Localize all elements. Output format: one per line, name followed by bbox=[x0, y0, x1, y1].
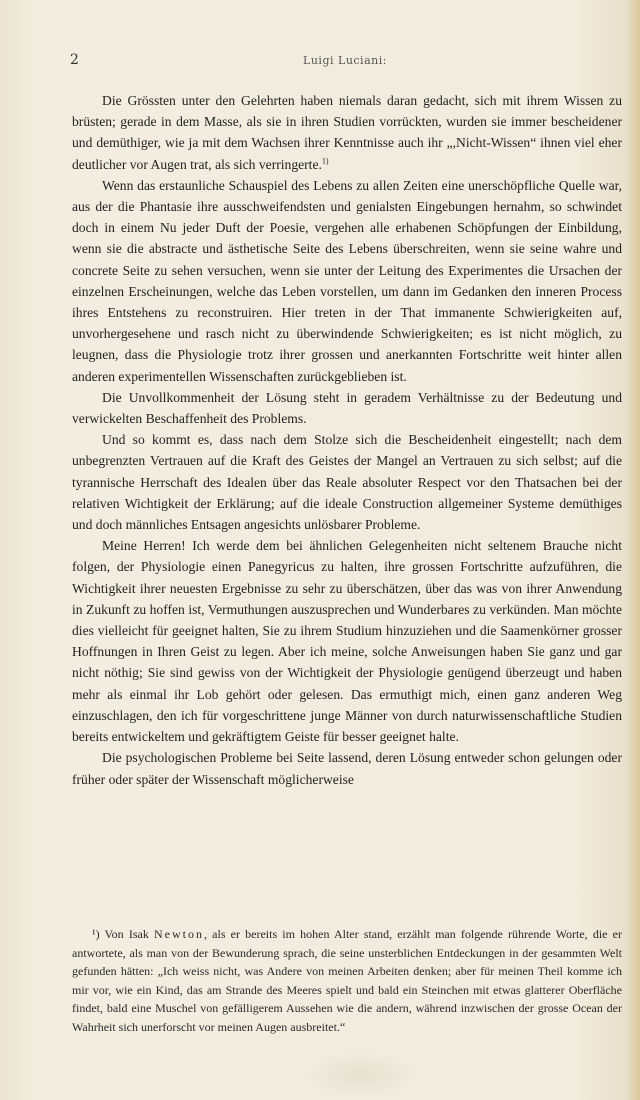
footnote bbox=[72, 925, 622, 1036]
footnote-paragraph: ¹) Von Isak Newton, als er bereits im hohen Alter stand, erzählt man folgende rührende Worte, die er antwortete, als man von der Bewunderung sprach, die seine unsterblichen Entdeckungen in der gesammten Welt gefunden hätten: „Ich weiss nicht, was Andere von meinen Arbeiten denken; aber für meinen Theil komme ich mir vor, wie ein Kind, das am Strande des Meeres spielt und bald ein Steinchen mit etwas glatterer Oberfläche findet, bald eine Muschel von gefälligerem Aussehen wie die andern, während inzwischen der grosse Ocean der Wahrheit sich unerforscht vor meinen Augen ausbreitet.“ bbox=[72, 927, 622, 1034]
paper-smudge bbox=[300, 1050, 420, 1100]
paragraph: Und so kommt es, dass nach dem Stolze sich die Bescheidenheit eingestellt; nach dem unbegrenzten Vertrauen auf die Kraft des Geistes der Mangel an Vertrauen zu sich selbst; auf die tyrannische Herrschaft des Idealen über das Reale absoluter Respect vor den Thatsachen bei der relativen Wichtigkeit der Erklärung; auf die ideale Construction allgemeiner Systeme demüthiges und doch männliches Entsagen angesichts unlösbarer Probleme. bbox=[72, 432, 622, 533]
paragraph: Die psychologischen Probleme bei Seite lassend, deren Lösung entweder schon gelungen oder früher oder später der Wissenschaft möglicherweise bbox=[72, 750, 622, 787]
page-number: 2 bbox=[70, 52, 79, 68]
paragraph: Meine Herren! Ich werde dem bei ähnlichen Gelegenheiten nicht seltenem Brauche nicht folgen, der Physiologie einen Panegyricus zu halten, ihre grossen Fortschritte aufzuführen, die Wichtigkeit ihrer neuesten Ergebnisse zu sehr zu überschätzen, über das was von ihrer Anwendung in Zukunft zu hoffen ist, Vermuthungen auszusprechen und Wunderbares zu verkünden. Man möchte dies vielleicht für geeignet halten, Sie zu ihrem Studium hinzuziehen und die Saamenkörner grosser Hoffnungen in Ihren Geist zu legen. Aber ich meine, solche Anweisungen haben Sie ganz und gar nicht nöthig; Sie sind gewiss von der Wichtigkeit der Physiologie genügend überzeugt und haben mehr als einmal ihr Lob gehört oder gelesen. Das ermuthigt mich, einen ganz anderen Weg einzuschlagen, den ich für vorgeschrittene junge Männer von durch naturwissenschaftliche Studien bereits entwickeltem und gekräftigtem Geiste für besser geeignet halte. bbox=[72, 538, 622, 745]
footnote-reference: 1) bbox=[321, 156, 329, 166]
page-header bbox=[70, 52, 620, 72]
paragraph: Die Unvollkommenheit der Lösung steht in geradem Verhältnisse zu der Bedeutung und verwickelten Beschaffenheit des Problems. bbox=[72, 389, 622, 427]
body-text bbox=[72, 90, 622, 790]
footnote-marker: ¹) bbox=[92, 927, 100, 941]
paragraph: Wenn das erstaunliche Schauspiel des Lebens zu allen Zeiten eine unerschöpfliche Quelle war, aus der die Phantasie ihre ausschweifendsten und genialsten Eingebungen hernahm, so schwindet doch in einem Nu jeder Duft der Poesie, vergehen alle erhabenen Schöpfungen der Einbildung, wenn sie die abstracte und ästhetische Seite des Lebens überschreiten, wenn sie seine wahre und concrete Seite zu sehen versuchen, wenn sie unter der Leitung des Experimentes die Ursachen der einzelnen Erscheinungen, welche das Leben vorstellen, um dann im Gedanken den inneren Process ihres Entstehens zu reconstruiren. Hier treten in der That immanente Schwierigkeiten auf, unvorhergesehene und rasch nicht zu überwindende Schwierigkeiten; es ist nicht möglich, zu leugnen, dass die Physiologie trotz ihrer grossen und anerkannten Fortschritte weit hinter allen anderen experimentellen Wissenschaften zurückgeblieben ist. bbox=[72, 177, 622, 384]
paragraph: Die Grössten unter den Gelehrten haben niemals daran gedacht, sich mit ihrem Wissen zu brüsten; gerade in dem Masse, als sie in ihren Studien vorrückten, wurden sie immer bescheidener und demüthiger, wie ja mit dem Wachsen ihrer Kenntnisse auch ihr „,Nicht-Wissen“ ihnen viel eher deutlicher vor Augen trat, als sich verringerte.$^{1)}$ bbox=[72, 93, 622, 172]
running-head: Luigi Luciani: bbox=[303, 54, 387, 67]
footnote-name: Newton bbox=[154, 927, 204, 941]
page-edge-shading bbox=[626, 0, 640, 1100]
